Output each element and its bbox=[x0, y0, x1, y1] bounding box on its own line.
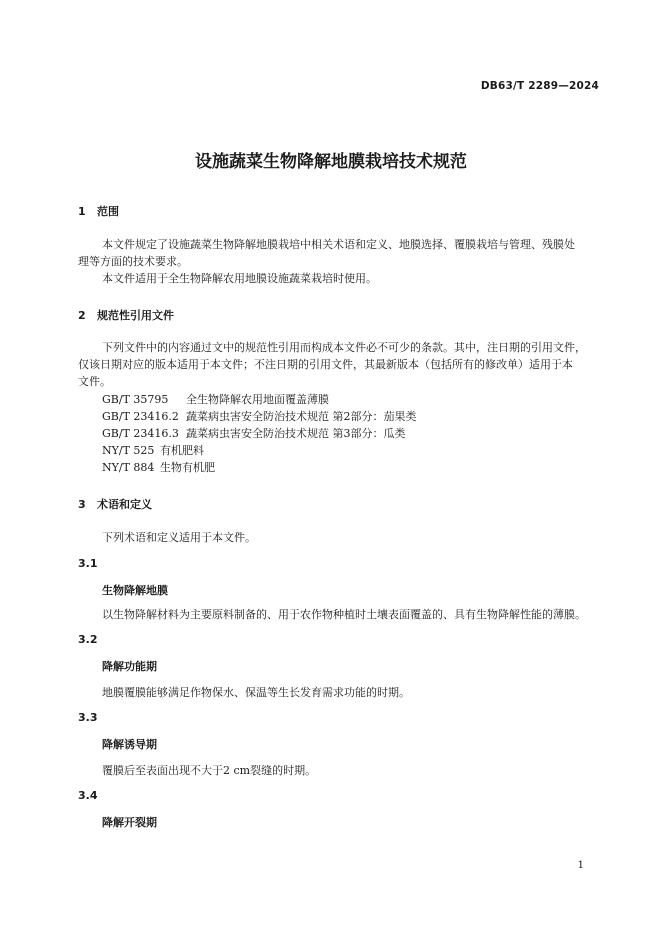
section-2-title: 规范性引用文件 bbox=[97, 309, 174, 322]
reference-code: NY/T 884 bbox=[102, 461, 155, 474]
reference-title: 蔬菜病虫害安全防治技术规范 第3部分：瓜类 bbox=[186, 427, 406, 440]
reference-item bbox=[102, 408, 417, 424]
term-title: 降解功能期 bbox=[102, 660, 157, 673]
section-3-intro: 下列术语和定义适用于本文件。 bbox=[102, 531, 256, 544]
clause-number: 3.2 bbox=[78, 633, 98, 646]
document-title: 设施蔬菜生物降解地膜栽培技术规范 bbox=[195, 152, 467, 172]
term-title: 降解诱导期 bbox=[102, 738, 157, 751]
term-definition: 以生物降解材料为主要原料制备的、用于农作物种植时土壤表面覆盖的、具有生物降解性能的薄膜。 bbox=[102, 608, 586, 621]
reference-code: GB/T 35795 bbox=[102, 393, 169, 406]
section-2-heading bbox=[78, 307, 174, 323]
reference-title: 生物有机肥 bbox=[160, 461, 215, 474]
section-1-para-1-line-2: 理等方面的技术要求。 bbox=[78, 255, 188, 268]
section-3-heading bbox=[78, 496, 152, 512]
section-1-para-2: 本文件适用于全生物降解农用地膜设施蔬菜栽培时使用。 bbox=[102, 272, 377, 285]
reference-title: 有机肥料 bbox=[160, 444, 204, 457]
reference-code: GB/T 23416.3 bbox=[102, 427, 179, 440]
reference-item bbox=[102, 425, 406, 441]
section-1-para-1-line-1: 本文件规定了设施蔬菜生物降解地膜栽培中相关术语和定义、地膜选择、覆膜栽培与管理、残膜处 bbox=[102, 238, 575, 251]
term-definition: 地膜覆膜能够满足作物保水、保温等生长发育需求功能的时期。 bbox=[102, 686, 410, 699]
section-1-title: 范围 bbox=[97, 205, 119, 218]
reference-code: NY/T 525 bbox=[102, 444, 155, 457]
section-1-number: 1 bbox=[78, 205, 86, 218]
section-1-heading bbox=[78, 203, 119, 219]
term-title: 降解开裂期 bbox=[102, 816, 157, 829]
standard-code: DB63/T 2289—2024 bbox=[480, 80, 599, 92]
term-title: 生物降解地膜 bbox=[102, 584, 168, 597]
page-number: 1 bbox=[577, 860, 584, 871]
reference-item bbox=[102, 459, 215, 475]
reference-code: GB/T 23416.2 bbox=[102, 410, 179, 423]
section-2-para-line-3: 文件。 bbox=[78, 375, 111, 388]
clause-number: 3.4 bbox=[78, 789, 98, 802]
clause-number: 3.1 bbox=[78, 557, 98, 570]
reference-item bbox=[102, 391, 329, 407]
reference-title: 蔬菜病虫害安全防治技术规范 第2部分：茄果类 bbox=[186, 410, 417, 423]
section-2-para-line-1: 下列文件中的内容通过文中的规范性引用而构成本文件必不可少的条款。其中，注日期的引用文件， bbox=[102, 341, 586, 354]
reference-item bbox=[102, 442, 204, 458]
section-3-title: 术语和定义 bbox=[97, 498, 152, 511]
section-2-number: 2 bbox=[78, 309, 86, 322]
term-definition: 覆膜后至表面出现不大于2 cm裂缝的时期。 bbox=[102, 764, 317, 777]
reference-title: 全生物降解农用地面覆盖薄膜 bbox=[186, 393, 329, 406]
section-2-para-line-2: 仅该日期对应的版本适用于本文件；不注日期的引用文件，其最新版本（包括所有的修改单）适用于本 bbox=[78, 358, 573, 371]
clause-number: 3.3 bbox=[78, 711, 98, 724]
section-3-number: 3 bbox=[78, 498, 86, 511]
